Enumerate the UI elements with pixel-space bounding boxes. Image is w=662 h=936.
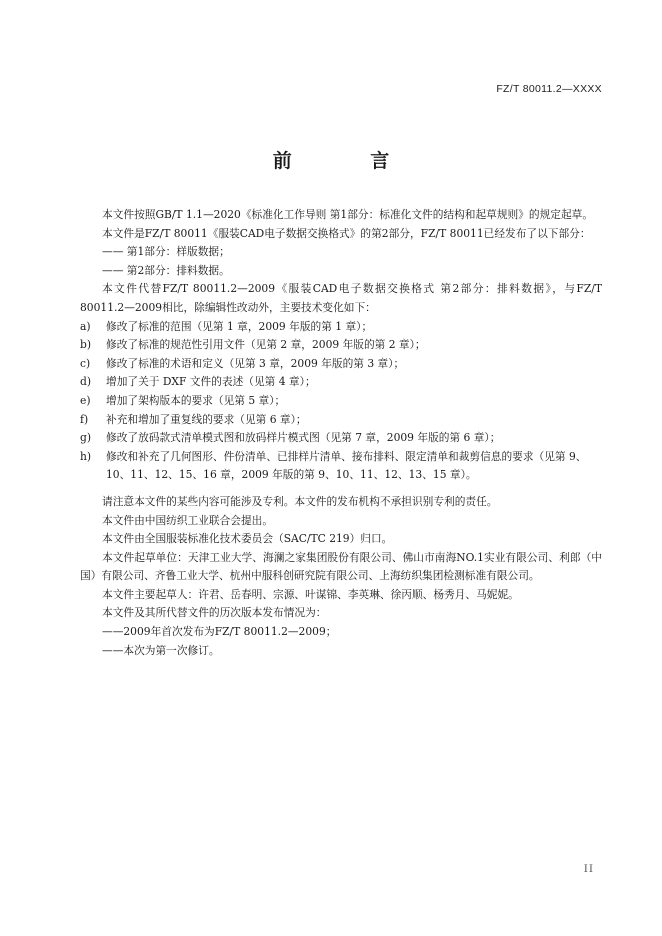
history-item: ——本次为第一次修订。 bbox=[102, 643, 220, 657]
page-title: 前 言 bbox=[272, 150, 426, 172]
page-number: II bbox=[583, 863, 594, 875]
list-label: b) bbox=[80, 338, 92, 352]
list-label: c) bbox=[80, 356, 91, 370]
list-item bbox=[80, 429, 602, 448]
paragraph: 本文件由全国服装标准化技术委员会（SAC/TC 219）归口。 bbox=[102, 532, 393, 546]
paragraph: 本文件代替FZ/T 80011.2—2009《服装CAD电子数据交换格式 第2部分：排料数据》，与FZ/T 80011.2—2009相比，除编辑性改动外，主要技术变化如下： bbox=[80, 282, 602, 314]
list-label: h) bbox=[80, 449, 92, 463]
paragraph: 本文件按照GB/T 1.1—2020《标准化工作导则 第1部分：标准化文件的结构和起草规则》的规定起草。 bbox=[102, 208, 594, 221]
paragraph: 本文件由中国纺织工业联合会提出。 bbox=[102, 513, 274, 527]
list-label: e) bbox=[80, 393, 91, 407]
dash-item: —— 第2部分：排料数据。 bbox=[102, 263, 230, 277]
list-item bbox=[80, 373, 602, 392]
list-text: 修改和补充了几何图形、件份清单、已排样片清单、接布排料、限定清单和裁剪信息的要求（见第 9、10、11、12、15、16 章，2009 年版的第 9、10、11、12、13、15 章）。 bbox=[106, 449, 587, 482]
list-label: a) bbox=[80, 319, 91, 333]
paragraph: 本文件是FZ/T 80011《服装CAD电子数据交换格式》的第2部分，FZ/T 80011已经发布了以下部分： bbox=[102, 226, 591, 240]
list-item bbox=[80, 318, 602, 337]
standard-number: FZ/T 80011.2—XXXX bbox=[496, 83, 602, 95]
paragraph: 本文件起草单位：天津工业大学、海澜之家集团股份有限公司、佛山市南海NO.1实业有限公司、利郎（中国）有限公司、齐鲁工业大学、杭州中服科创研究院有限公司、上海纺织集团检测标准有限公司。 bbox=[80, 550, 602, 583]
list-text: 修改了放码款式清单模式图和放码样片模式图（见第 7 章，2009 年版的第 6 章）； bbox=[106, 431, 501, 445]
paragraph: 本文件主要起草人：许君、岳春明、宗源、叶谋锦、李英琳、徐丙顺、杨秀月、马妮妮。 bbox=[102, 587, 519, 601]
list-label: d) bbox=[80, 375, 92, 389]
list-text: 修改了标准的范围（见第 1 章，2009 年版的第 1 章）； bbox=[106, 319, 373, 333]
list-text: 增加了关于 DXF 文件的表述（见第 4 章）； bbox=[106, 375, 316, 389]
list-text: 增加了架构版本的要求（见第 5 章）； bbox=[106, 393, 286, 407]
dash-item: —— 第1部分：样版数据； bbox=[102, 245, 230, 259]
list-label: g) bbox=[80, 431, 92, 445]
list-item bbox=[80, 355, 602, 374]
list-text: 修改了标准的术语和定义（见第 3 章，2009 年版的第 3 章）； bbox=[106, 356, 405, 370]
paragraph: 本文件及其所代替文件的历次版本发布情况为： bbox=[102, 606, 327, 620]
list-text: 修改了标准的规范性引用文件（见第 2 章，2009 年版的第 2 章）； bbox=[106, 338, 426, 352]
list-text: 补充和增加了重复线的要求（见第 6 章）； bbox=[106, 412, 307, 426]
list-label: f) bbox=[80, 412, 89, 426]
list-item bbox=[80, 392, 602, 411]
list-item bbox=[80, 336, 602, 355]
list-item bbox=[80, 448, 602, 485]
history-item: ——2009年首次发布为FZ/T 80011.2—2009； bbox=[102, 625, 337, 639]
list-item bbox=[80, 411, 602, 430]
foreword-body bbox=[80, 206, 602, 660]
paragraph: 请注意本文件的某些内容可能涉及专利。本文件的发布机构不承担识别专利的责任。 bbox=[102, 494, 498, 508]
